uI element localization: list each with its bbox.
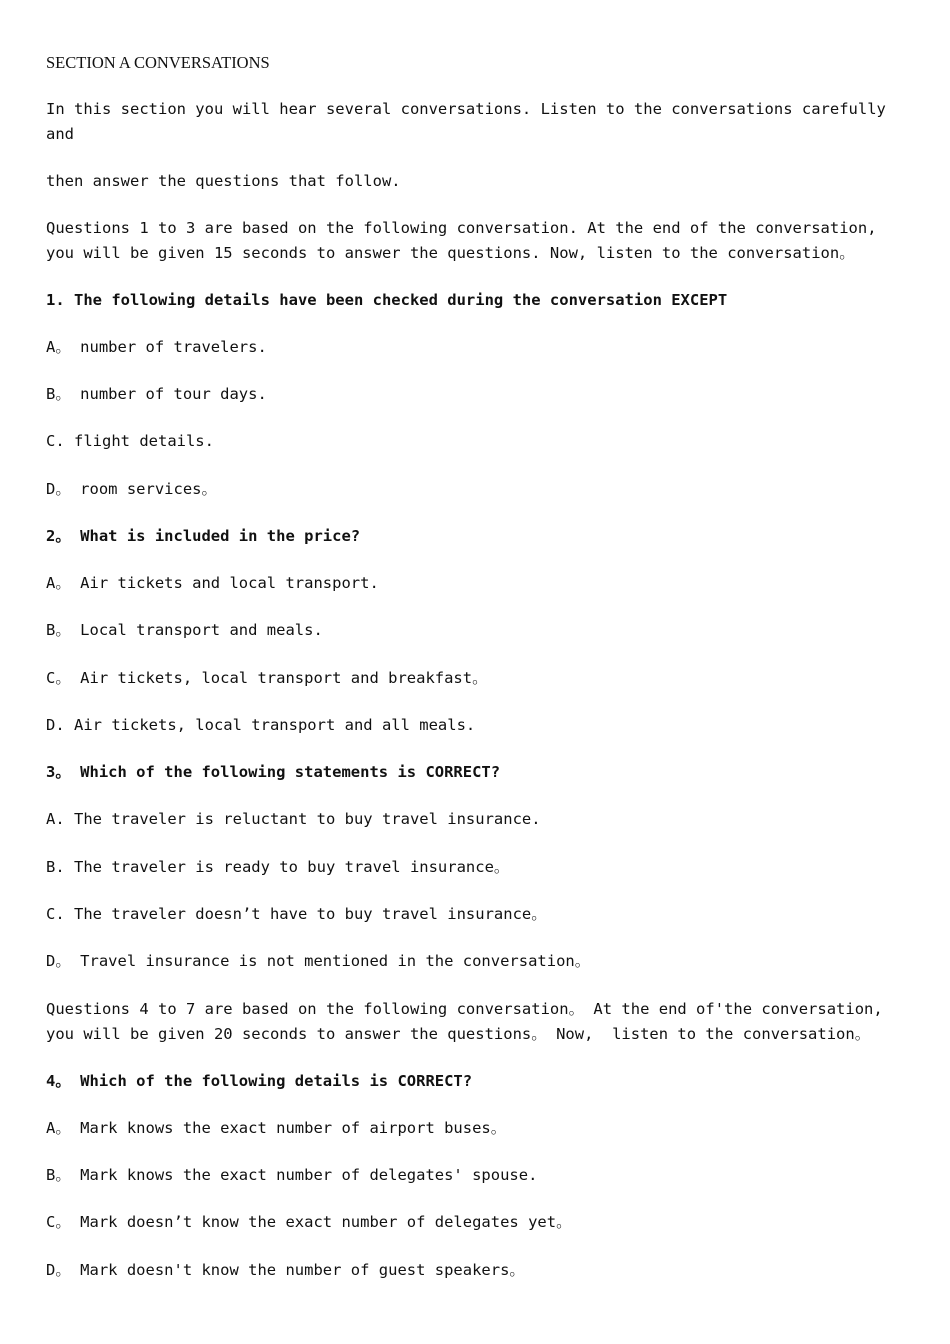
question-3-stem: 3。 Which of the following statements is CORRECT? bbox=[46, 763, 501, 781]
question-2-option-a: A。 Air tickets and local transport. bbox=[46, 574, 379, 592]
question-3-option-b: B. The traveler is ready to buy travel insurance。 bbox=[46, 858, 510, 876]
question-4-option-c: C。 Mark doesn’t know the exact number of delegates yet。 bbox=[46, 1213, 572, 1231]
group1-instructions: Questions 1 to 3 are based on the following conversation. At the end of the conversation, you will be given 15 seconds to answer the questions. Now, listen to the conversation。 bbox=[46, 219, 886, 262]
question-1-option-a: A。 number of travelers. bbox=[46, 338, 267, 356]
question-3-option-a: A. The traveler is reluctant to buy travel insurance. bbox=[46, 810, 541, 828]
question-1-stem: 1. The following details have been checked during the conversation EXCEPT bbox=[46, 291, 728, 309]
intro-line-1: In this section you will hear several conversations. Listen to the conversations carefully and bbox=[46, 100, 896, 143]
section-title: SECTION A CONVERSATIONS bbox=[46, 53, 270, 72]
question-1-option-b: B。 number of tour days. bbox=[46, 385, 267, 403]
question-3-option-d: D。 Travel insurance is not mentioned in the conversation。 bbox=[46, 952, 591, 970]
question-2-option-d: D. Air tickets, local transport and all meals. bbox=[46, 716, 476, 734]
question-1-option-c: C. flight details. bbox=[46, 432, 214, 450]
question-4-option-b: B。 Mark knows the exact number of delegates' spouse. bbox=[46, 1166, 538, 1184]
group2-instructions: Questions 4 to 7 are based on the following conversation。 At the end of'the conversation, you will be given 20 seconds to answer the questions。 Now, listen to the conversation。 bbox=[46, 1000, 893, 1043]
question-4-option-a: A。 Mark knows the exact number of airport buses。 bbox=[46, 1119, 507, 1137]
question-4-option-d: D。 Mark doesn't know the number of guest speakers。 bbox=[46, 1261, 525, 1279]
question-2-option-c: C。 Air tickets, local transport and breakfast。 bbox=[46, 669, 488, 687]
question-1-option-d: D。 room services。 bbox=[46, 480, 217, 498]
question-3-option-c: C. The traveler doesn’t have to buy travel insurance。 bbox=[46, 905, 547, 923]
intro-line-2: then answer the questions that follow. bbox=[46, 172, 401, 190]
question-4-stem: 4。 Which of the following details is CORRECT? bbox=[46, 1072, 473, 1090]
question-2-stem: 2。 What is included in the price? bbox=[46, 527, 361, 545]
question-2-option-b: B。 Local transport and meals. bbox=[46, 621, 323, 639]
